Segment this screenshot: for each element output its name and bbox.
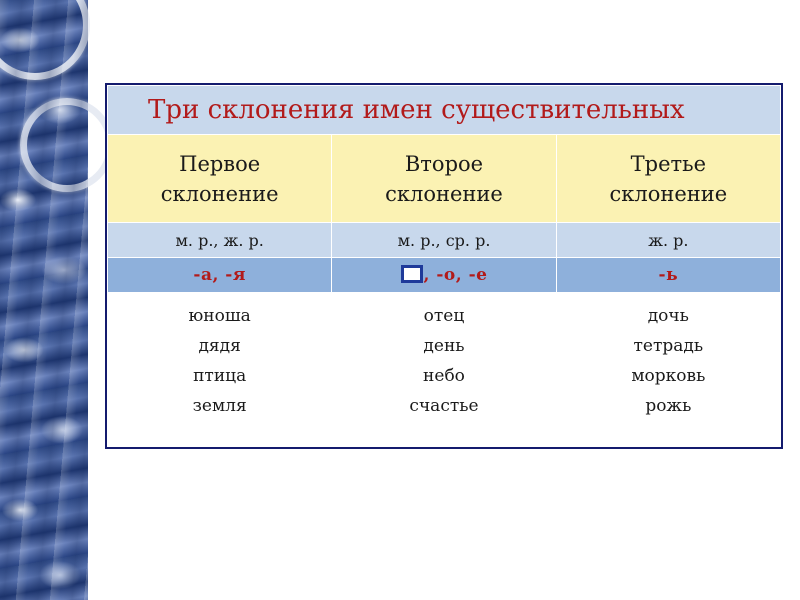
heading-line: Третье [630,151,706,176]
decorative-ring [0,0,90,80]
declension-table [105,83,783,449]
list-item: день [423,336,465,356]
gender-cell: м. р., ж. р. [108,223,332,258]
list-item: птица [193,366,247,386]
zero-ending-box-icon [401,265,423,283]
ending-cell: -а, -я [108,258,332,293]
gender-cell: м. р., ср. р. [332,223,556,258]
column-heading-first [108,135,332,223]
list-item: отец [423,306,465,326]
list-item: счастье [409,396,479,416]
heading-line: склонение [385,181,503,206]
decorative-ring [20,98,114,192]
list-item: морковь [631,366,706,386]
list-item: юноша [188,306,251,326]
list-item: небо [423,366,465,386]
word-list [332,293,556,447]
list-item: земля [192,396,247,416]
decorative-side-strip [0,0,88,600]
list-item: тетрадь [633,336,704,356]
list-item: рожь [645,396,692,416]
heading-line: Второе [404,151,484,176]
ending-text: , -о, -е [423,265,488,285]
heading-line: склонение [609,181,728,206]
column-heading-third [556,135,780,223]
table-title: Три склонения имен существительных [108,86,781,135]
list-item: дядя [198,336,241,356]
gender-cell: ж. р. [556,223,780,258]
word-list [108,293,332,447]
word-list [556,293,780,447]
ending-cell [332,258,556,293]
column-heading-second [332,135,556,223]
heading-line: склонение [160,181,279,206]
ending-cell: -ь [556,258,780,293]
heading-line: Первое [179,151,261,176]
list-item: дочь [647,306,689,326]
